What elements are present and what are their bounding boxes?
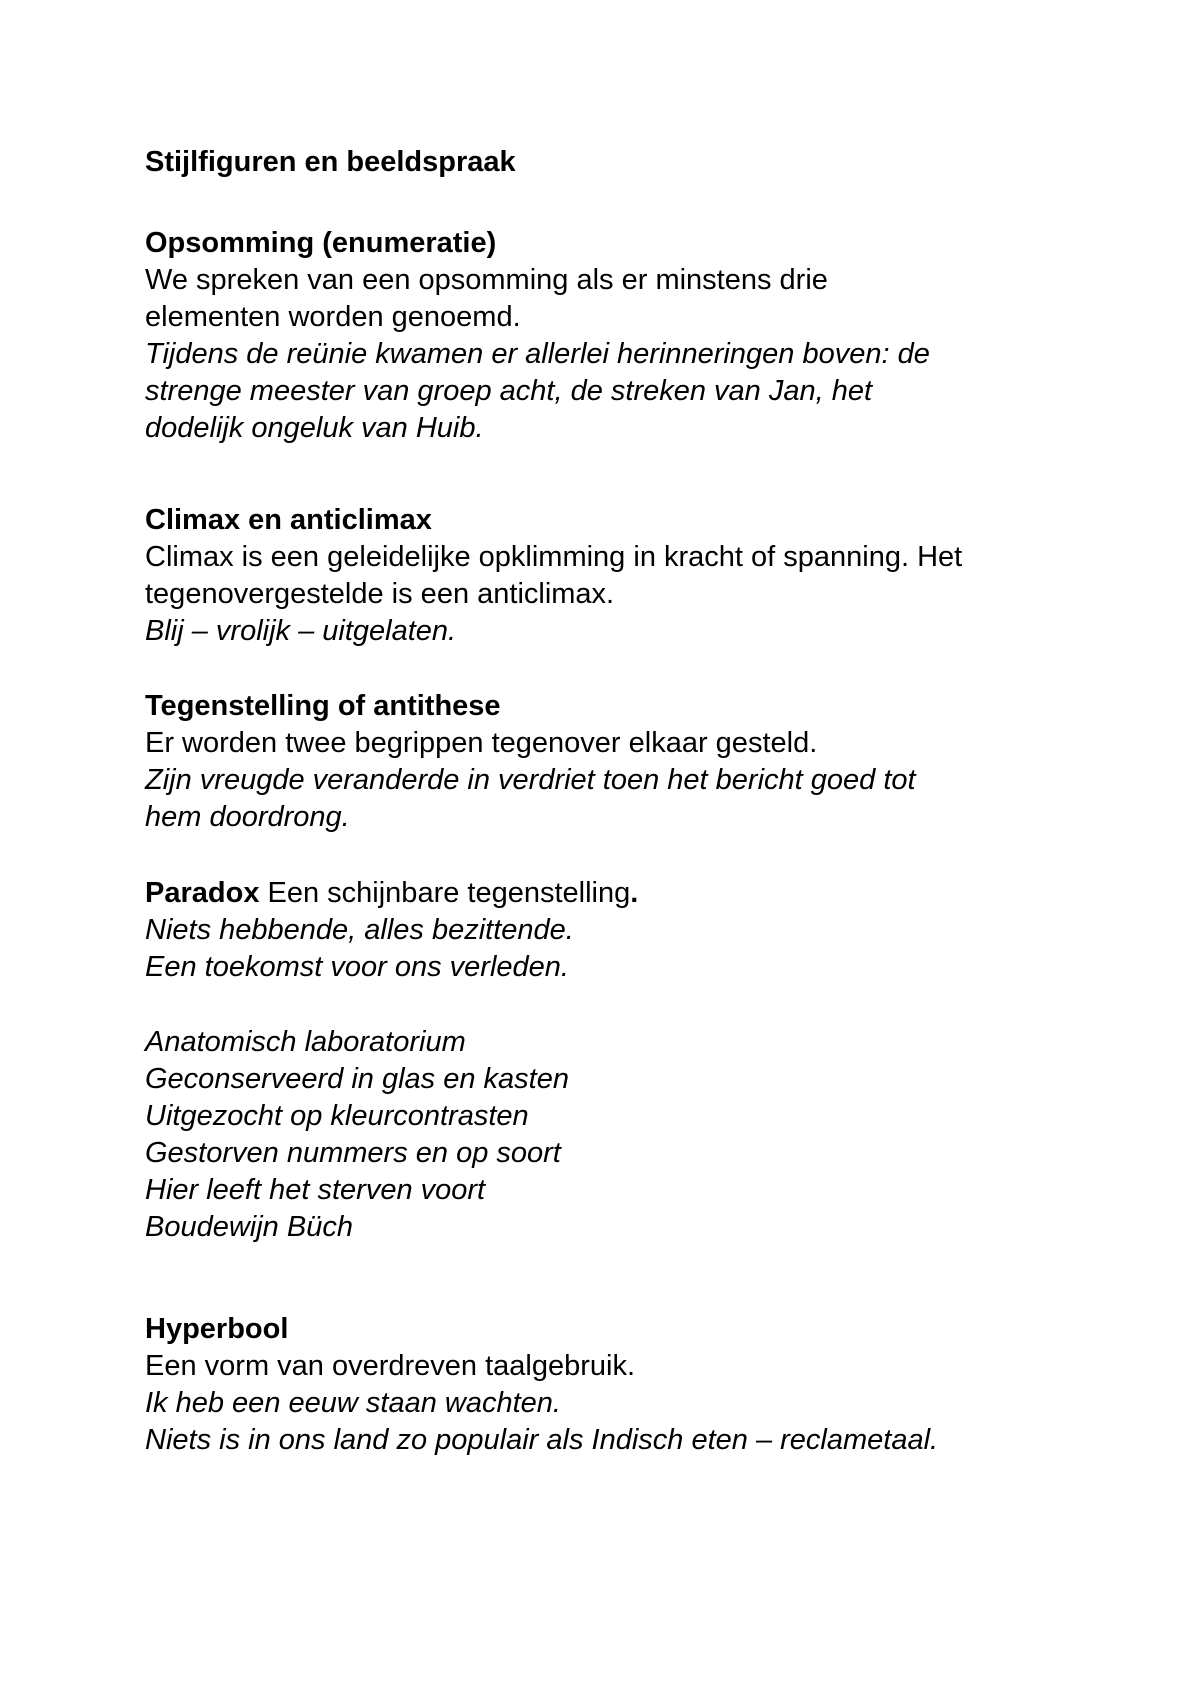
poem-line: Hier leeft het sterven voort [145, 1174, 486, 1206]
poem-line: Anatomisch laboratorium [145, 1026, 466, 1058]
poem-line: Uitgezocht op kleurcontrasten [145, 1100, 529, 1132]
section-heading: Paradox [145, 877, 260, 909]
definition-line: We spreken van een opsomming als er minstens drie [145, 264, 828, 296]
example-line: dodelijk ongeluk van Huib. [145, 412, 484, 444]
poem-line: Geconserveerd in glas en kasten [145, 1063, 569, 1095]
section-heading: Climax en anticlimax [145, 504, 432, 536]
definition-period: . [630, 877, 639, 909]
section-heading: Tegenstelling of antithese [145, 690, 501, 722]
definition-line: Een vorm van overdreven taalgebruik. [145, 1350, 636, 1382]
section-heading: Hyperbool [145, 1313, 289, 1345]
example-line: Ik heb een eeuw staan wachten. [145, 1387, 561, 1419]
definition-line: Er worden twee begrippen tegenover elkaar gesteld. [145, 727, 818, 759]
example-line: Zijn vreugde veranderde in verdriet toen het bericht goed tot [145, 764, 916, 796]
definition-line: tegenovergestelde is een anticlimax. [145, 578, 615, 610]
example-line: hem doordrong. [145, 801, 350, 833]
example-line: Niets is in ons land zo populair als Indisch eten – reclametaal. [145, 1424, 939, 1456]
poem-block [145, 1024, 1125, 1246]
document-title-block [145, 144, 1125, 181]
section-tegenstelling [145, 688, 1125, 836]
poem-author: Boudewijn Büch [145, 1211, 353, 1243]
example-line: strenge meester van groep acht, de streken van Jan, het [145, 375, 873, 407]
paradox-heading-line [145, 875, 1125, 912]
page-title: Stijlfiguren en beeldspraak [145, 146, 516, 178]
definition-inline: Een schijnbare tegenstelling [259, 877, 631, 909]
section-heading: Opsomming (enumeratie) [145, 227, 497, 259]
example-line: Een toekomst voor ons verleden. [145, 951, 569, 983]
section-climax [145, 502, 1125, 650]
example-line: Niets hebbende, alles bezittende. [145, 914, 574, 946]
definition-line: Climax is een geleidelijke opklimming in kracht of spanning. Het [145, 541, 963, 573]
example-line: Blij – vrolijk – uitgelaten. [145, 615, 457, 647]
section-opsomming [145, 225, 1125, 447]
poem-line: Gestorven nummers en op soort [145, 1137, 561, 1169]
definition-line: elementen worden genoemd. [145, 301, 521, 333]
section-paradox [145, 875, 1125, 986]
section-hyperbool [145, 1311, 1125, 1459]
example-line: Tijdens de reünie kwamen er allerlei herinneringen boven: de [145, 338, 930, 370]
